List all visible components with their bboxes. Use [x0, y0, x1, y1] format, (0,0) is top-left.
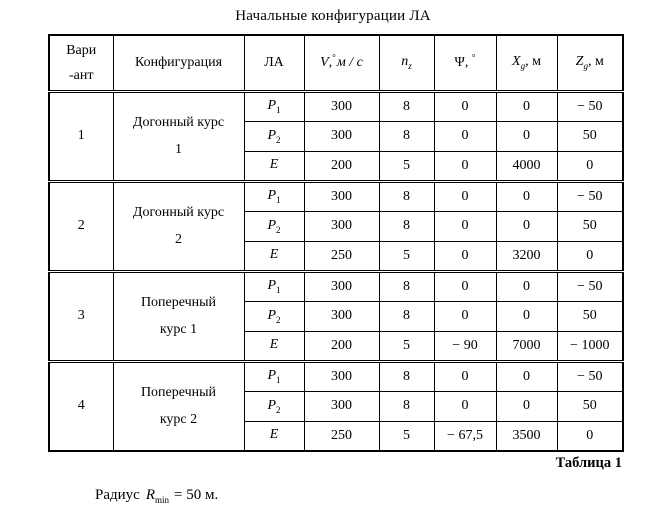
la-subscript: 1: [276, 104, 281, 115]
config-cell: [113, 361, 244, 451]
zg-subscript: g: [583, 61, 588, 72]
header-psi: [434, 35, 496, 91]
psi-cell: 0: [434, 301, 496, 331]
la-cell: [244, 421, 304, 451]
psi-cell: 0: [434, 181, 496, 211]
nz-cell: 8: [379, 271, 434, 301]
nz-cell: 5: [379, 421, 434, 451]
psi-cell: − 67,5: [434, 421, 496, 451]
header-variant: [49, 35, 113, 91]
zg-cell: 50: [557, 301, 623, 331]
v-cell: 300: [304, 91, 379, 121]
psi-symbol: Ψ: [454, 54, 465, 70]
la-subscript: 2: [276, 224, 281, 235]
radius-note: [95, 487, 666, 505]
la-cell: [244, 121, 304, 151]
nz-cell: 8: [379, 121, 434, 151]
header-config: Конфигурация: [113, 35, 244, 91]
xg-cell: 3200: [496, 241, 557, 271]
la-subscript: 1: [276, 284, 281, 295]
xg-symbol: X: [512, 54, 521, 70]
variant-cell: 2: [49, 181, 113, 271]
v-cell: 200: [304, 331, 379, 361]
la-cell: [244, 331, 304, 361]
config-line1: Поперечный: [140, 295, 217, 310]
zg-cell: 50: [557, 121, 623, 151]
la-cell: [244, 151, 304, 181]
la-symbol: E: [269, 157, 279, 173]
header-xg: [496, 35, 557, 91]
xg-cell: 0: [496, 211, 557, 241]
table-row: [49, 271, 623, 301]
nz-cell: 5: [379, 331, 434, 361]
psi-cell: 0: [434, 151, 496, 181]
radius-value: = 50 м.: [174, 487, 219, 503]
la-cell: [244, 181, 304, 211]
la-symbol: P: [267, 217, 277, 233]
psi-cell: 0: [434, 121, 496, 151]
la-symbol: E: [269, 337, 279, 353]
config-cell: [113, 181, 244, 271]
header-nz: [379, 35, 434, 91]
nz-cell: 8: [379, 361, 434, 391]
velocity-comma: ,: [328, 54, 333, 70]
table-caption: Таблица 1: [555, 455, 622, 471]
nz-cell: 5: [379, 241, 434, 271]
zg-unit: , м: [587, 54, 604, 70]
v-cell: 300: [304, 391, 379, 421]
la-symbol: P: [267, 98, 277, 114]
la-symbol: P: [267, 397, 277, 413]
table-header-row: [49, 35, 623, 91]
page-title: Начальные конфигурации ЛА: [235, 8, 431, 24]
nz-cell: 5: [379, 151, 434, 181]
la-subscript: 1: [276, 194, 281, 205]
zg-cell: − 50: [557, 271, 623, 301]
la-symbol: P: [267, 278, 277, 294]
la-symbol: P: [267, 307, 277, 323]
psi-cell: 0: [434, 211, 496, 241]
zg-cell: 50: [557, 211, 623, 241]
psi-cell: 0: [434, 361, 496, 391]
config-line2: курс 2: [159, 412, 198, 428]
xg-cell: 0: [496, 91, 557, 121]
v-cell: 200: [304, 151, 379, 181]
radius-subscript: min: [155, 495, 170, 505]
la-cell: [244, 271, 304, 301]
zg-cell: 50: [557, 391, 623, 421]
config-line2: курс 1: [159, 322, 198, 337]
config-line2: 2: [175, 232, 182, 247]
la-cell: [244, 241, 304, 271]
la-cell: [244, 361, 304, 391]
la-subscript: 2: [276, 404, 281, 415]
zg-cell: − 50: [557, 91, 623, 121]
velocity-unit: м / с: [336, 54, 363, 70]
xg-cell: 0: [496, 271, 557, 301]
la-symbol: P: [267, 368, 277, 384]
la-subscript: 2: [276, 134, 281, 145]
xg-cell: 4000: [496, 151, 557, 181]
la-symbol: E: [269, 427, 279, 443]
zg-cell: 0: [557, 241, 623, 271]
xg-cell: 0: [496, 181, 557, 211]
la-symbol: P: [267, 127, 277, 143]
zg-cell: 0: [557, 151, 623, 181]
xg-cell: 3500: [496, 421, 557, 451]
la-cell: [244, 391, 304, 421]
xg-cell: 0: [496, 301, 557, 331]
config-line2: 1: [175, 142, 182, 157]
xg-subscript: g: [520, 61, 526, 72]
la-symbol: E: [269, 247, 279, 263]
v-cell: 300: [304, 181, 379, 211]
nz-cell: 8: [379, 181, 434, 211]
zg-cell: − 50: [557, 361, 623, 391]
psi-cell: 0: [434, 241, 496, 271]
velocity-symbol: V: [320, 54, 329, 70]
psi-comma: ,: [464, 54, 469, 70]
v-cell: 250: [304, 421, 379, 451]
la-cell: [244, 211, 304, 241]
zg-cell: − 50: [557, 181, 623, 211]
table-row: [49, 361, 623, 391]
nz-subscript: z: [408, 61, 412, 72]
psi-cell: − 90: [434, 331, 496, 361]
config-line1: Догонный курс: [132, 205, 225, 220]
v-cell: 300: [304, 271, 379, 301]
la-subscript: 2: [276, 314, 281, 325]
nz-cell: 8: [379, 301, 434, 331]
radius-symbol: R: [145, 487, 155, 503]
la-symbol: P: [267, 188, 277, 204]
xg-cell: 0: [496, 361, 557, 391]
header-zg: [557, 35, 623, 91]
config-cell: [113, 91, 244, 181]
table-row: [49, 181, 623, 211]
v-cell: 300: [304, 361, 379, 391]
v-cell: 300: [304, 121, 379, 151]
xg-cell: 7000: [496, 331, 557, 361]
header-variant-line2: -ант: [69, 67, 94, 83]
psi-cell: 0: [434, 391, 496, 421]
header-velocity: [304, 35, 379, 91]
variant-cell: 3: [49, 271, 113, 361]
xg-cell: 0: [496, 391, 557, 421]
la-cell: [244, 301, 304, 331]
header-la: ЛА: [244, 35, 304, 91]
nz-cell: 8: [379, 391, 434, 421]
degree-mark: °: [332, 52, 336, 63]
zg-cell: − 1000: [557, 331, 623, 361]
nz-cell: 8: [379, 211, 434, 241]
zg-symbol: Z: [575, 54, 584, 70]
nz-symbol: n: [401, 54, 409, 70]
header-variant-line1: Вари: [66, 42, 97, 58]
xg-cell: 0: [496, 121, 557, 151]
table-row: [49, 91, 623, 121]
xg-unit: , м: [525, 54, 541, 70]
initial-configurations-table: [48, 34, 624, 452]
v-cell: 300: [304, 301, 379, 331]
variant-cell: 1: [49, 91, 113, 181]
variant-cell: 4: [49, 361, 113, 451]
v-cell: 250: [304, 241, 379, 271]
config-line1: Поперечный: [140, 385, 217, 401]
la-subscript: 1: [276, 374, 281, 385]
radius-label: Радиус: [95, 487, 140, 503]
psi-cell: 0: [434, 271, 496, 301]
config-line1: Догонный курс: [132, 115, 225, 130]
psi-cell: 0: [434, 91, 496, 121]
degree-mark: °: [471, 52, 476, 63]
v-cell: 300: [304, 211, 379, 241]
config-cell: [113, 271, 244, 361]
nz-cell: 8: [379, 91, 434, 121]
la-cell: [244, 91, 304, 121]
zg-cell: 0: [557, 421, 623, 451]
